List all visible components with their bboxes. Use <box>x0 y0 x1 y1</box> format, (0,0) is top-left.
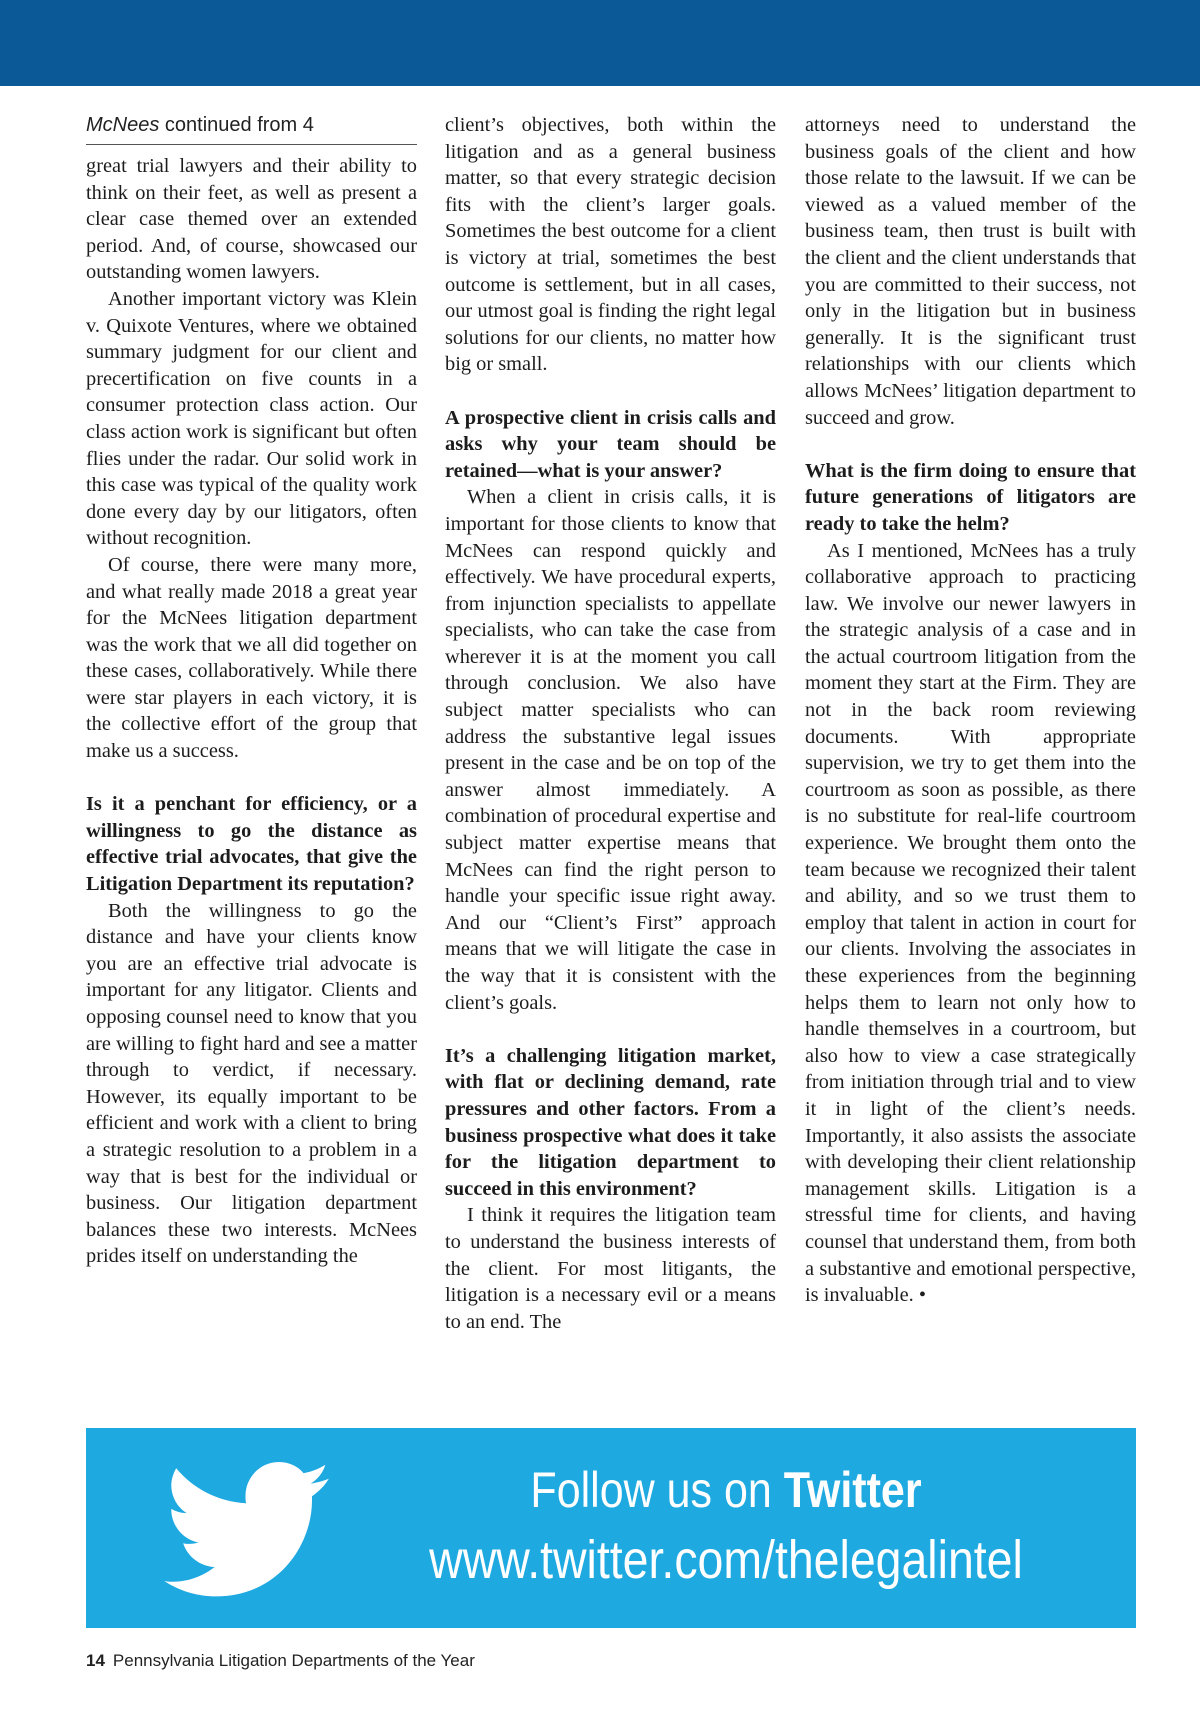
interview-question: Is it a penchant for efficiency, or a willingness to go the distance as effective trial advocates, that give the Litigation Department its reputation? <box>86 793 417 896</box>
interview-question: What is the firm doing to ensure that future generations of litigators are ready to take the helm? <box>805 459 1136 535</box>
paragraph: Another important victory was Klein v. Quixote Ventures, where we obtained summary judgment for our client and precertification on five counts in a consumer protection class action. Our class action work is significant but often flies under the radar. Our solid work in this case was typical of the quality work done every day by our litigators, often without recognition. <box>86 287 417 550</box>
follow-text: Follow us on <box>530 1462 772 1518</box>
article-column-1 <box>86 112 417 1270</box>
paragraph: When a client in crisis calls, it is important for those clients to know that McNees can respond quickly and effectively. We have procedural experts, from injunction specialists to appellate specialists, who can take the case from wherever it is at the moment you call through conclusion. We also have subject matter specialists who can address the substantive legal issues present in the case and be on top of the answer almost immediately. A combination of procedural expertise and subject matter expertise means that McNees can find the right person to handle your specific issue right away. And our “Client’s First” approach means that we will litigate the case in the way that it is consistent with the client’s goals. <box>445 486 776 1014</box>
paragraph: great trial lawyers and their ability to think on their feet, as well as present a clear case themed over an extended period. And, of course, showcased our outstanding women lawyers. <box>86 155 417 284</box>
paragraph: client’s objectives, both within the litigation and as a general business matter, so that every strategic decision fits with the client’s larger goals. Sometimes the best outcome for a client is victory at trial, sometimes the best outcome is settlement, but in all cases, our utmost goal is finding the right legal solutions for our clients, no matter how big or small. <box>445 114 776 376</box>
twitter-bird-icon <box>164 1462 334 1602</box>
publication-title: Pennsylvania Litigation Departments of the Year <box>112 1651 475 1670</box>
interview-question: A prospective client in crisis calls and asks why your team should be retained—what is your answer? <box>445 406 776 482</box>
article-column-3 <box>805 112 1136 1309</box>
paragraph: Of course, there were many more, and what really made 2018 a great year for the McNees litigation department was the work that we all did together on these cases, collaboratively. While there were star players in each victory, it is the collective effort of the group that make us a success. <box>86 553 417 763</box>
twitter-banner[interactable] <box>86 1428 1136 1628</box>
running-head-text: continued from 4 <box>164 114 314 136</box>
top-color-bar <box>0 0 1200 86</box>
running-head-name: McNees <box>86 114 160 136</box>
paragraph: As I mentioned, McNees has a truly collaborative approach to practicing law. We involve our newer lawyers in the strategic analysis of a case and in the actual courtroom litigation from the moment they start at the Firm. They are not in the back room reviewing documents. With appropriate supervision, we try to get them into the courtroom as soon as possible, as there is no substitute for real-life courtroom experience. We brought them onto the team because we recognized their talent and ability, and so we trust them to employ that talent in action in court for our clients. Involving the associates in these experiences from the beginning helps them to learn not only how to handle themselves in a courtroom, but also how to view a case strategically from initiation through trial and to view it in light of the client’s needs. Importantly, it also assists the associate with developing their client relationship management skills. Litigation is a stressful time for clients, and having counsel that understand them, from both a substantive and emotional perspective, is invaluable. • <box>805 539 1136 1307</box>
running-head <box>86 112 417 145</box>
page-number: 14 <box>86 1651 105 1670</box>
follow-us-heading <box>391 1458 1062 1522</box>
article-column-2 <box>445 112 776 1335</box>
twitter-url-link[interactable]: www.twitter.com/thelegalintel <box>429 1530 1023 1590</box>
paragraph: attorneys need to understand the business goals of the client and how those relate to the lawsuit. If we can be viewed as a valued member of the business team, then trust is built with the client and the client understands that you are committed to their success, not only in the litigation but in business generally. It is the significant trust relationships with our clients which allows McNees’ litigation department to succeed and grow. <box>805 114 1136 429</box>
follow-strong: Twitter <box>783 1462 922 1518</box>
paragraph: I think it requires the litigation team to understand the business interests of the client. For most litigants, the litigation is a necessary evil or a means to an end. The <box>445 1204 776 1333</box>
interview-question: It’s a challenging litigation market, with flat or declining demand, rate pressures and other factors. From a business prospective what does it take for the litigation department to succeed in this environment? <box>445 1044 776 1200</box>
page-footer <box>86 1651 475 1671</box>
paragraph: Both the willingness to go the distance and have your clients know you are an effective trial advocate is important for any litigator. Clients and opposing counsel need to know that you are willing to fight hard and see a matter through to verdict, if necessary. However, its equally important to be efficient and work with a client to bring a strategic resolution to a problem in a way that is best for the individual or business. Our litigation department balances these two interests. McNees prides itself on understanding the <box>86 899 417 1268</box>
